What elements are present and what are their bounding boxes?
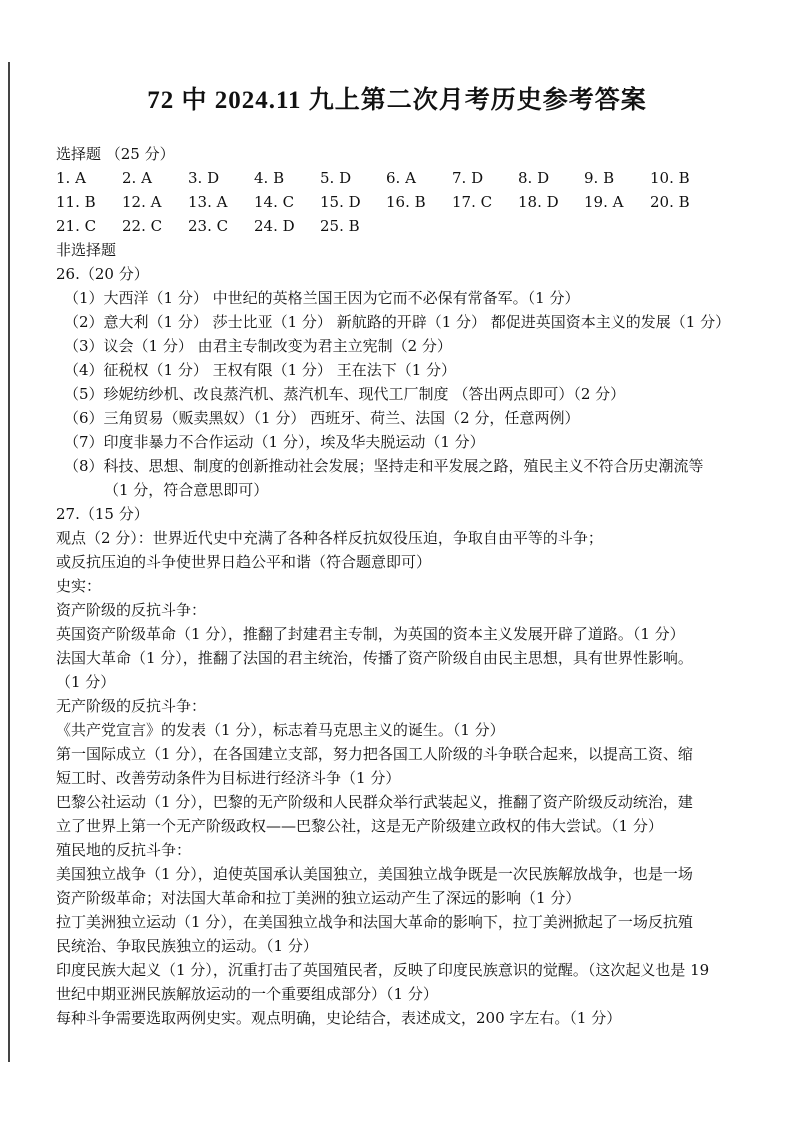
q26-item-6: （6）三角贸易（贩卖黑奴）（1 分） 西班牙、荷兰、法国（2 分，任意两例） (64, 409, 580, 427)
mcq-answer: 1. A (56, 169, 86, 187)
mcq-row-3 (56, 214, 776, 238)
mcq-answer: 15. D (320, 193, 361, 211)
q27-heading: 27.（15 分） (56, 505, 149, 523)
q26-item-5: （5）珍妮纺纱机、改良蒸汽机、蒸汽机车、现代工厂制度 （答出两点即可）（2 分） (64, 385, 626, 403)
mcq-answer: 12. A (122, 193, 162, 211)
mcq-answer: 19. A (584, 193, 624, 211)
proletariat-fact: 《共产党宣言》的发表（1 分），标志着马克思主义的诞生。（1 分） (56, 721, 505, 739)
colonial-fact: 印度民族大起义（1 分），沉重打击了英国殖民者，反映了印度民族意识的觉醒。（这次起义也是 19 (56, 961, 710, 979)
q26-item-8-cont: （1 分，符合意思即可） (104, 481, 269, 499)
q26-item-8: （8）科技、思想、制度的创新推动社会发展；坚持走和平发展之路，殖民主义不符合历史潮流等 (64, 457, 704, 475)
page-edge-line (8, 62, 10, 1062)
mcq-answer: 3. D (188, 169, 220, 187)
colonial-fact: 世纪中期亚洲民族解放运动的一个重要组成部分）（1 分） (56, 985, 438, 1003)
mcq-answer: 25. B (320, 217, 360, 235)
mcq-answer: 24. D (254, 217, 295, 235)
proletariat-fact: 短工时、改善劳动条件为目标进行经济斗争（1 分） (56, 769, 401, 787)
mcq-answer: 20. B (650, 193, 690, 211)
q26-heading: 26.（20 分） (56, 265, 149, 283)
colonial-fact: 民统治、争取民族独立的运动。（1 分） (56, 937, 318, 955)
mcq-answer: 5. D (320, 169, 352, 187)
colonial-heading: 殖民地的反抗斗争： (56, 841, 192, 859)
mcq-answer: 13. A (188, 193, 228, 211)
mcq-answer: 14. C (254, 193, 295, 211)
bourgeois-fact: （1 分） (56, 673, 116, 691)
colonial-fact: 资产阶级革命；对法国大革命和拉丁美洲的独立运动产生了深远的影响（1 分） (56, 889, 581, 907)
q27-viewpoint-alt: 或反抗压迫的斗争使世界日趋公平和谐（符合题意即可） (56, 553, 432, 571)
proletariat-heading: 无产阶级的反抗斗争： (56, 697, 207, 715)
proletariat-fact: 第一国际成立（1 分），在各国建立支部，努力把各国工人阶级的斗争联合起来，以提高工资、缩 (56, 745, 693, 763)
q27-viewpoint: 观点（2 分）：世界近代史中充满了各种各样反抗奴役压迫，争取自由平等的斗争； (56, 529, 603, 547)
nonmcq-heading: 非选择题 (56, 241, 117, 259)
q27-facts-label: 史实： (56, 577, 102, 595)
colonial-fact: 拉丁美洲独立运动（1 分），在美国独立战争和法国大革命的影响下，拉丁美洲掀起了一场反抗殖 (56, 913, 693, 931)
q26-item-2: （2）意大利（1 分） 莎士比亚（1 分） 新航路的开辟（1 分） 都促进英国资本主义的发展（1 分） (64, 313, 731, 331)
proletariat-fact: 立了世界上第一个无产阶级政权——巴黎公社，这是无产阶级建立政权的伟大尝试。（1 分） (56, 817, 663, 835)
q26-item-3: （3）议会（1 分） 由君主专制改变为君主立宪制（2 分） (64, 337, 452, 355)
page-title: 72 中 2024.11 九上第二次月考历史参考答案 (147, 87, 647, 114)
grading-note: 每种斗争需要选取两例史实。观点明确，史论结合，表述成文，200 字左右。（1 分） (56, 1009, 622, 1027)
mcq-answer: 23. C (188, 217, 229, 235)
mcq-answer: 10. B (650, 169, 690, 187)
proletariat-fact: 巴黎公社运动（1 分），巴黎的无产阶级和人民群众举行武装起义，推翻了资产阶级反动统治，建 (56, 793, 693, 811)
bourgeois-heading: 资产阶级的反抗斗争： (56, 601, 207, 619)
mcq-answer: 16. B (386, 193, 426, 211)
answer-content (56, 142, 776, 1030)
mcq-answer: 7. D (452, 169, 484, 187)
mcq-answer: 4. B (254, 169, 285, 187)
mcq-answer: 11. B (56, 193, 96, 211)
mcq-answer: 18. D (518, 193, 559, 211)
colonial-fact: 美国独立战争（1 分），迫使英国承认美国独立，美国独立战争既是一次民族解放战争，也是一场 (56, 865, 693, 883)
mcq-row-2 (56, 190, 776, 214)
bourgeois-fact: 法国大革命（1 分），推翻了法国的君主统治，传播了资产阶级自由民主思想，具有世界性影响。 (56, 649, 693, 667)
mcq-row-1 (56, 166, 776, 190)
q26-item-7: （7）印度非暴力不合作运动（1 分），埃及华夫脱运动（1 分） (64, 433, 485, 451)
mcq-answer: 9. B (584, 169, 615, 187)
q26-item-1: （1）大西洋（1 分） 中世纪的英格兰国王因为它而不必保有常备军。（1 分） (64, 289, 580, 307)
q26-item-4: （4）征税权（1 分） 王权有限（1 分） 王在法下（1 分） (64, 361, 457, 379)
mcq-answer: 6. A (386, 169, 416, 187)
mcq-answer: 8. D (518, 169, 550, 187)
mcq-heading: 选择题 （25 分） (56, 145, 175, 163)
bourgeois-fact: 英国资产阶级革命（1 分），推翻了封建君主专制，为英国的资本主义发展开辟了道路。（1 分） (56, 625, 685, 643)
mcq-answer: 17. C (452, 193, 493, 211)
mcq-answer: 21. C (56, 217, 97, 235)
mcq-answer: 22. C (122, 217, 163, 235)
mcq-answer: 2. A (122, 169, 152, 187)
